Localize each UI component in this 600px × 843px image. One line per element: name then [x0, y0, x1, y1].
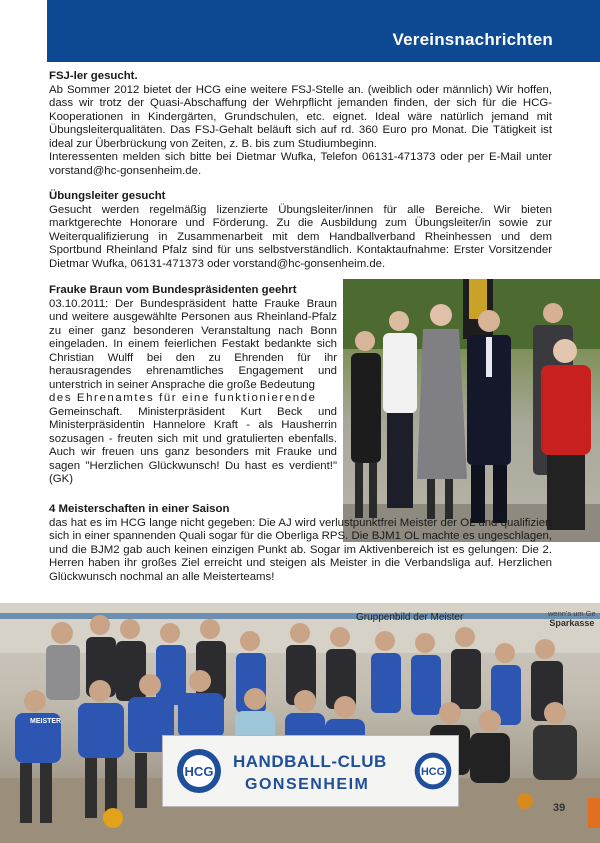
braun-section: [49, 284, 337, 487]
page-number: 39: [553, 802, 566, 814]
braun-body-2: Gemeinschaft. Ministerpräsident Kurt Beck und Ministerpräsidentin Hannelore Kraft - als Hausherrin sozusagen - freuten sich mit und gratulierten ebenfalls. Auch wir freuen uns ganz besonders mit Frauke und sagen "Herzlichen Glückwunsch! Du hast es verdient!" (GK): [49, 405, 337, 485]
sponsor-name: Sparkasse: [549, 618, 595, 628]
meister-body: das hat es im HCG lange nicht gegeben: Die AJ wird verlustpunktfrei Meister der OL und qualifiziert sich in einer spannenden Quali sogar für die Oberliga RPS. Die BJM1 OL machte es ungeschlagen, und die BJM2 gab auch keinen einzigen Punkt ab. Sogar im Aktivenbereich ist es gelungen: Die 2. Herren haben ihr großes Ziel erreicht und steigen als Meister in die Verbandsliga auf. Herzlichen Glückwunsch nochmal an alle Meisterteams!: [49, 516, 552, 583]
club-logo-left-icon: [175, 747, 223, 795]
club-logo-left-text: HCG: [184, 764, 214, 779]
fsj-contact: Interessenten melden sich bitte bei Dietmar Wufka, Telefon 06131-471373 oder per E-Mail unter vorstand@hc-gonsenheim.de.: [49, 151, 552, 177]
meister-heading: 4 Meisterschaften in einer Saison: [49, 503, 230, 515]
club-banner: [162, 735, 459, 807]
braun-body-1: 03.10.2011: Der Bundespräsident hatte Frauke Braun und weitere ausgewählte Personen aus Rheinland-Pfalz zu einer ganz besonderen Veranstaltung nach Bonn eingeladen. In einem feierlichen Festakt bedankte sich Christian Wulff bei den zu Ehrenden für ihr herausragendes ehrenamtliches Engagement und unterstrich in seiner Ansprache die große Bedeutung: [49, 297, 337, 391]
page-title: Vereinsnachrichten: [392, 30, 553, 49]
fsj-body: Ab Sommer 2012 bietet der HCG eine weitere FSJ-Stelle an. (weiblich oder männlich) Wir hoffen, dass wir trotz der Quasi-Abschaffung der Wehrpflicht jemanden finden, der sich für die HCG-Kooperationen in Kindergärten, Grundschulen, etc. eignet. Ideal wäre natürlich jemand mit Übungsleiterqualitäten. Das FSJ-Gehalt beläuft sich auf rd. 360 Euro pro Monat. Die Tätigkeit ist ideal zur Überbrückung von Zeiten, z. B. bis zum Studiumbeginn.: [49, 83, 552, 150]
braun-heading: Frauke Braun vom Bundespräsidenten geehrt: [49, 284, 297, 296]
trainer-section: [49, 190, 552, 271]
fsj-section: [49, 70, 552, 178]
sponsor-sign: [548, 609, 596, 628]
team-photo-scene: [0, 603, 600, 843]
banner-club-town: GONSENHEIM: [245, 776, 370, 793]
team-photo-caption: Gruppenbild der Meister: [356, 612, 464, 623]
club-logo-right-icon: [413, 751, 453, 791]
trainer-heading: Übungsleiter gesucht: [49, 190, 166, 202]
braun-body-spaced: des Ehrenamtes für eine funktionierende: [49, 392, 317, 404]
team-shirt-label: MEISTER: [30, 718, 62, 725]
fsj-heading: FSJ-ler gesucht.: [49, 70, 138, 82]
banner-club-name: HANDBALL-CLUB: [233, 752, 387, 771]
team-group-photo: [0, 603, 600, 843]
meister-section: [49, 503, 552, 584]
sponsor-slogan: wenn's um Ge: [548, 609, 596, 618]
club-logo-right-text: HCG: [420, 766, 446, 779]
trainer-body: Gesucht werden regelmäßig lizenzierte Übungsleiter/innen für alle Bereiche. Wir bieten marktgerechte Honorare und Förderung. Zu die Ausbildung zum Übungsleiter/in sowie zur Weiterqualifizierung in Zusammenarbeit mit dem Handballverband Rheinhessen und dem Sportbund Rheinland Pfalz sind für uns selbstverständlich. Kontaktaufnahme: Erster Vorsitzender Dietmar Wufka, 06131-471373 oder vorstand@hc-gonsenheim.de.: [49, 203, 552, 270]
